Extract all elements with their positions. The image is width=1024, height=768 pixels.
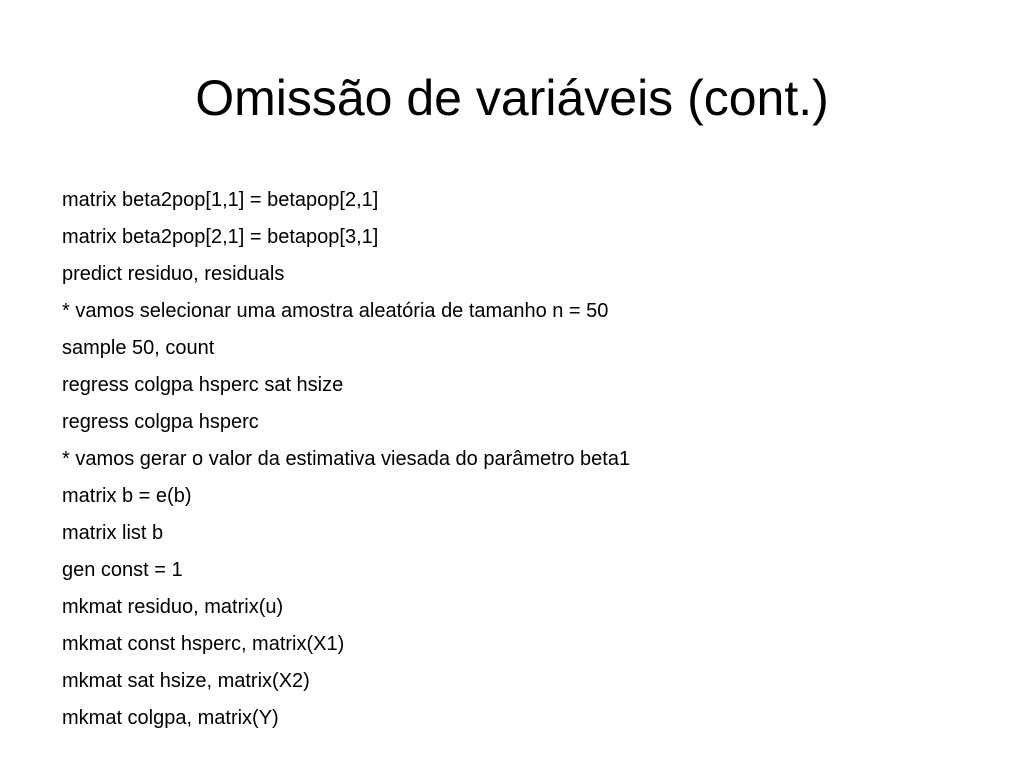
- code-line: matrix b = e(b): [62, 485, 192, 507]
- code-lines-list: [62, 182, 1002, 737]
- code-line: sample 50, count: [62, 337, 215, 359]
- code-line: matrix beta2pop[2,1] = betapop[3,1]: [62, 226, 379, 248]
- code-line: matrix list b: [62, 522, 164, 544]
- code-line: regress colgpa hsperc sat hsize: [62, 374, 344, 396]
- code-line: predict residuo, residuals: [62, 263, 285, 285]
- slide-title: Omissão de variáveis (cont.): [195, 70, 829, 126]
- code-line: mkmat residuo, matrix(u): [62, 596, 284, 618]
- code-line: mkmat const hsperc, matrix(X1): [62, 633, 345, 655]
- comment-line: * vamos gerar o valor da estimativa viesada do parâmetro beta1: [62, 448, 631, 470]
- code-line: gen const = 1: [62, 559, 183, 581]
- code-line: mkmat sat hsize, matrix(X2): [62, 670, 310, 692]
- comment-line: * vamos selecionar uma amostra aleatória de tamanho n = 50: [62, 300, 609, 322]
- code-line: regress colgpa hsperc: [62, 411, 259, 433]
- code-line: matrix beta2pop[1,1] = betapop[2,1]: [62, 189, 379, 211]
- code-line: mkmat colgpa, matrix(Y): [62, 707, 279, 729]
